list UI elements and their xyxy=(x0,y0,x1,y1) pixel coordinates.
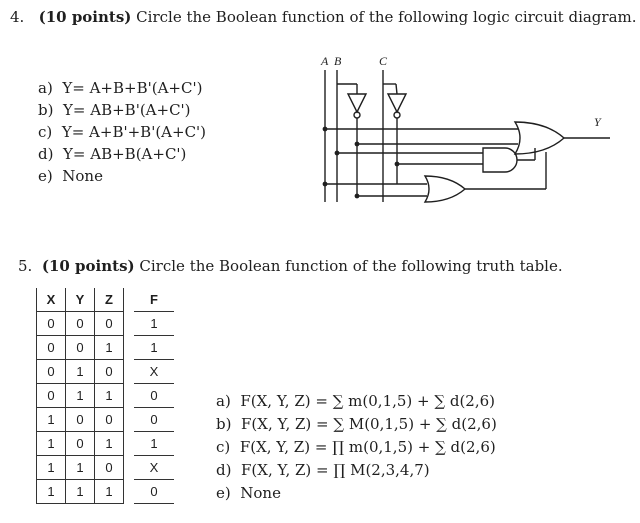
table-row xyxy=(37,312,175,336)
option-letter: a) xyxy=(216,392,231,410)
cell-y: 0 xyxy=(66,432,95,456)
truth-table xyxy=(36,288,174,504)
junction-dot xyxy=(323,127,328,132)
option-letter: a) xyxy=(38,79,53,97)
option-letter: d) xyxy=(38,145,54,163)
option-letter: b) xyxy=(38,101,54,119)
cell-y: 1 xyxy=(66,480,95,504)
and-gate xyxy=(483,148,517,172)
label-y: Y xyxy=(594,115,601,129)
option-letter: d) xyxy=(216,461,232,479)
q4-title xyxy=(10,8,637,26)
cell-x: 1 xyxy=(37,432,66,456)
option-letter: c) xyxy=(216,438,231,456)
option-text: Y= A+B+B'(A+C') xyxy=(62,79,203,97)
q5-option-a[interactable] xyxy=(216,390,497,413)
junction-dot xyxy=(395,162,400,167)
junction-dot xyxy=(335,151,340,156)
cell-f: 0 xyxy=(134,384,174,408)
cell-y: 1 xyxy=(66,456,95,480)
table-row xyxy=(37,480,175,504)
logic-circuit-diagram xyxy=(310,52,620,212)
option-letter: e) xyxy=(216,484,231,502)
or-gate-final xyxy=(515,122,564,154)
q4-points: (10 points) xyxy=(38,8,132,26)
header-y: Y xyxy=(66,288,95,312)
option-text: Y= AB+B(A+C') xyxy=(63,145,187,163)
table-row xyxy=(37,432,175,456)
cell-x: 1 xyxy=(37,408,66,432)
cell-y: 0 xyxy=(66,408,95,432)
cell-f: 1 xyxy=(134,336,174,360)
cell-f: 1 xyxy=(134,432,174,456)
cell-z: 0 xyxy=(95,360,124,384)
junction-dot xyxy=(323,182,328,187)
table-row xyxy=(37,360,175,384)
header-z: Z xyxy=(95,288,124,312)
option-text: None xyxy=(62,167,103,185)
cell-z: 1 xyxy=(95,384,124,408)
option-text: F(X, Y, Z) = ∏ M(2,3,4,7) xyxy=(241,461,430,479)
q4-prompt: Circle the Boolean function of the following logic circuit diagram. xyxy=(136,8,637,26)
option-text: None xyxy=(240,484,281,502)
cell-z: 0 xyxy=(95,408,124,432)
q4-option-c[interactable] xyxy=(38,121,206,143)
cell-x: 0 xyxy=(37,336,66,360)
cell-f: 0 xyxy=(134,480,174,504)
cell-x: 1 xyxy=(37,456,66,480)
cell-z: 0 xyxy=(95,312,124,336)
label-c: C xyxy=(379,54,388,68)
q5-prompt: Circle the Boolean function of the following truth table. xyxy=(139,257,563,275)
table-row xyxy=(37,456,175,480)
option-letter: c) xyxy=(38,123,53,141)
cell-z: 1 xyxy=(95,336,124,360)
q5-option-b[interactable] xyxy=(216,413,497,436)
table-row xyxy=(37,408,175,432)
table-header-row xyxy=(37,288,175,312)
header-f: F xyxy=(134,288,174,312)
q5-option-e[interactable] xyxy=(216,482,497,505)
q4-options xyxy=(38,77,206,187)
or-gate-lower xyxy=(425,176,465,202)
q4-option-d[interactable] xyxy=(38,143,206,165)
q4-option-a[interactable] xyxy=(38,77,206,99)
cell-x: 0 xyxy=(37,360,66,384)
junction-dot xyxy=(355,142,360,147)
table-row xyxy=(37,384,175,408)
cell-x: 1 xyxy=(37,480,66,504)
label-a: A xyxy=(321,54,329,68)
cell-z: 1 xyxy=(95,432,124,456)
q5-number: 5. xyxy=(18,257,33,275)
cell-y: 1 xyxy=(66,360,95,384)
cell-f: 0 xyxy=(134,408,174,432)
q4-option-e[interactable] xyxy=(38,165,206,187)
q4-option-b[interactable] xyxy=(38,99,206,121)
cell-f: 1 xyxy=(134,312,174,336)
option-text: Y= A+B'+B'(A+C') xyxy=(61,123,207,141)
label-b: B xyxy=(334,54,342,68)
cell-y: 0 xyxy=(66,336,95,360)
q5-option-d[interactable] xyxy=(216,459,497,482)
cell-y: 1 xyxy=(66,384,95,408)
q5-option-c[interactable] xyxy=(216,436,497,459)
cell-f: X xyxy=(134,360,174,384)
not-gate-b xyxy=(348,94,366,112)
table-row xyxy=(37,336,175,360)
q5-title xyxy=(18,257,563,275)
junction-dot xyxy=(355,194,360,199)
cell-f: X xyxy=(134,456,174,480)
option-text: Y= AB+B'(A+C') xyxy=(63,101,191,119)
cell-x: 0 xyxy=(37,312,66,336)
q5-options xyxy=(216,390,497,505)
header-x: X xyxy=(37,288,66,312)
cell-y: 0 xyxy=(66,312,95,336)
option-text: F(X, Y, Z) = ∑ m(0,1,5) + ∑ d(2,6) xyxy=(240,392,496,410)
option-text: F(X, Y, Z) = ∏ m(0,1,5) + ∑ d(2,6) xyxy=(239,438,496,456)
cell-z: 0 xyxy=(95,456,124,480)
cell-z: 1 xyxy=(95,480,124,504)
option-text: F(X, Y, Z) = ∑ M(0,1,5) + ∑ d(2,6) xyxy=(241,415,497,433)
option-letter: e) xyxy=(38,167,53,185)
q5-points: (10 points) xyxy=(41,257,135,275)
not-gate-c xyxy=(388,94,406,112)
option-letter: b) xyxy=(216,415,232,433)
q4-number: 4. xyxy=(10,8,25,26)
cell-x: 0 xyxy=(37,384,66,408)
